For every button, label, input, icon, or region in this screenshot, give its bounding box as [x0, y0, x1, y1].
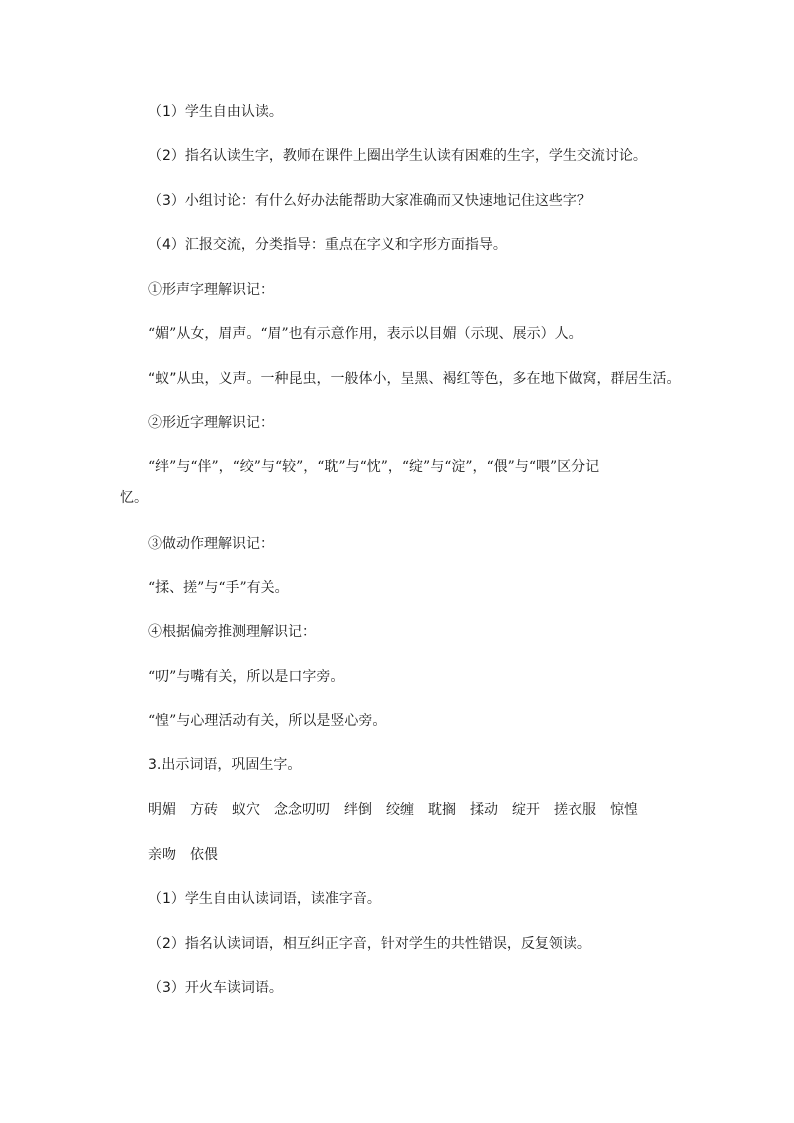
heading-phono-semantic: ①形声字理解识记： [148, 282, 274, 298]
word-list-row-1 [148, 801, 652, 819]
word-item: 亲吻 [148, 847, 176, 863]
word-item: 明媚 [148, 802, 176, 818]
word-item: 绽开 [512, 802, 540, 818]
step-3-train-reading: （3）开火车读词语。 [148, 980, 283, 996]
paragraph-yi: “蚁”从虫，义声。一种昆虫，一般体小，呈黑、褐红等色，多在地下做窝，群居生活。 [148, 371, 681, 387]
step-2-named-reading: （2）指名认读生字，教师在课件上圈出学生认读有困难的生字，学生交流讨论。 [148, 148, 647, 164]
paragraph-similar-forms-line1: “绊”与“伴”，“绞”与“较”，“耽”与“忱”，“绽”与“淀”，“偎”与“喂”区分记 [148, 459, 600, 475]
step-3-group-discussion: （3）小组讨论：有什么好办法能帮助大家准确而又快速地记住这些字？ [148, 193, 591, 209]
paragraph-rub: “揉、搓”与“手”有关。 [148, 580, 289, 596]
word-item: 绊倒 [344, 802, 372, 818]
step-1-free-reading: （1）学生自由认读。 [148, 104, 283, 120]
step-4-report-exchange: （4）汇报交流，分类指导：重点在字义和字形方面指导。 [148, 237, 507, 253]
word-item: 耽搁 [428, 802, 456, 818]
heading-action: ③做动作理解识记： [148, 536, 274, 552]
word-item: 揉动 [470, 802, 498, 818]
paragraph-similar-forms-line2: 忆。 [120, 490, 148, 506]
word-item: 蚁穴 [232, 802, 260, 818]
heading-similar-forms: ②形近字理解识记： [148, 415, 274, 431]
paragraph-huang: “惶”与心理活动有关，所以是竖心旁。 [148, 713, 387, 729]
paragraph-mei: “媚”从女，眉声。“眉”也有示意作用，表示以目媚（示现、展示）人。 [148, 326, 583, 342]
paragraph-dao: “叨”与嘴有关，所以是口字旁。 [148, 669, 345, 685]
section-3-title: 3.出示词语，巩固生字。 [148, 757, 302, 773]
word-item: 念念叨叨 [274, 802, 330, 818]
step-1-free-reading-words: （1）学生自由认读词语，读准字音。 [148, 891, 381, 907]
word-item: 搓衣服 [554, 802, 596, 818]
word-item: 方砖 [190, 802, 218, 818]
word-item: 惊惶 [610, 802, 638, 818]
word-item: 依偎 [190, 847, 218, 863]
word-item: 绞缠 [386, 802, 414, 818]
step-2-named-reading-words: （2）指名认读词语，相互纠正字音，针对学生的共性错误，反复领读。 [148, 936, 591, 952]
heading-radical: ④根据偏旁推测理解识记： [148, 624, 316, 640]
word-list-row-2 [148, 846, 232, 864]
